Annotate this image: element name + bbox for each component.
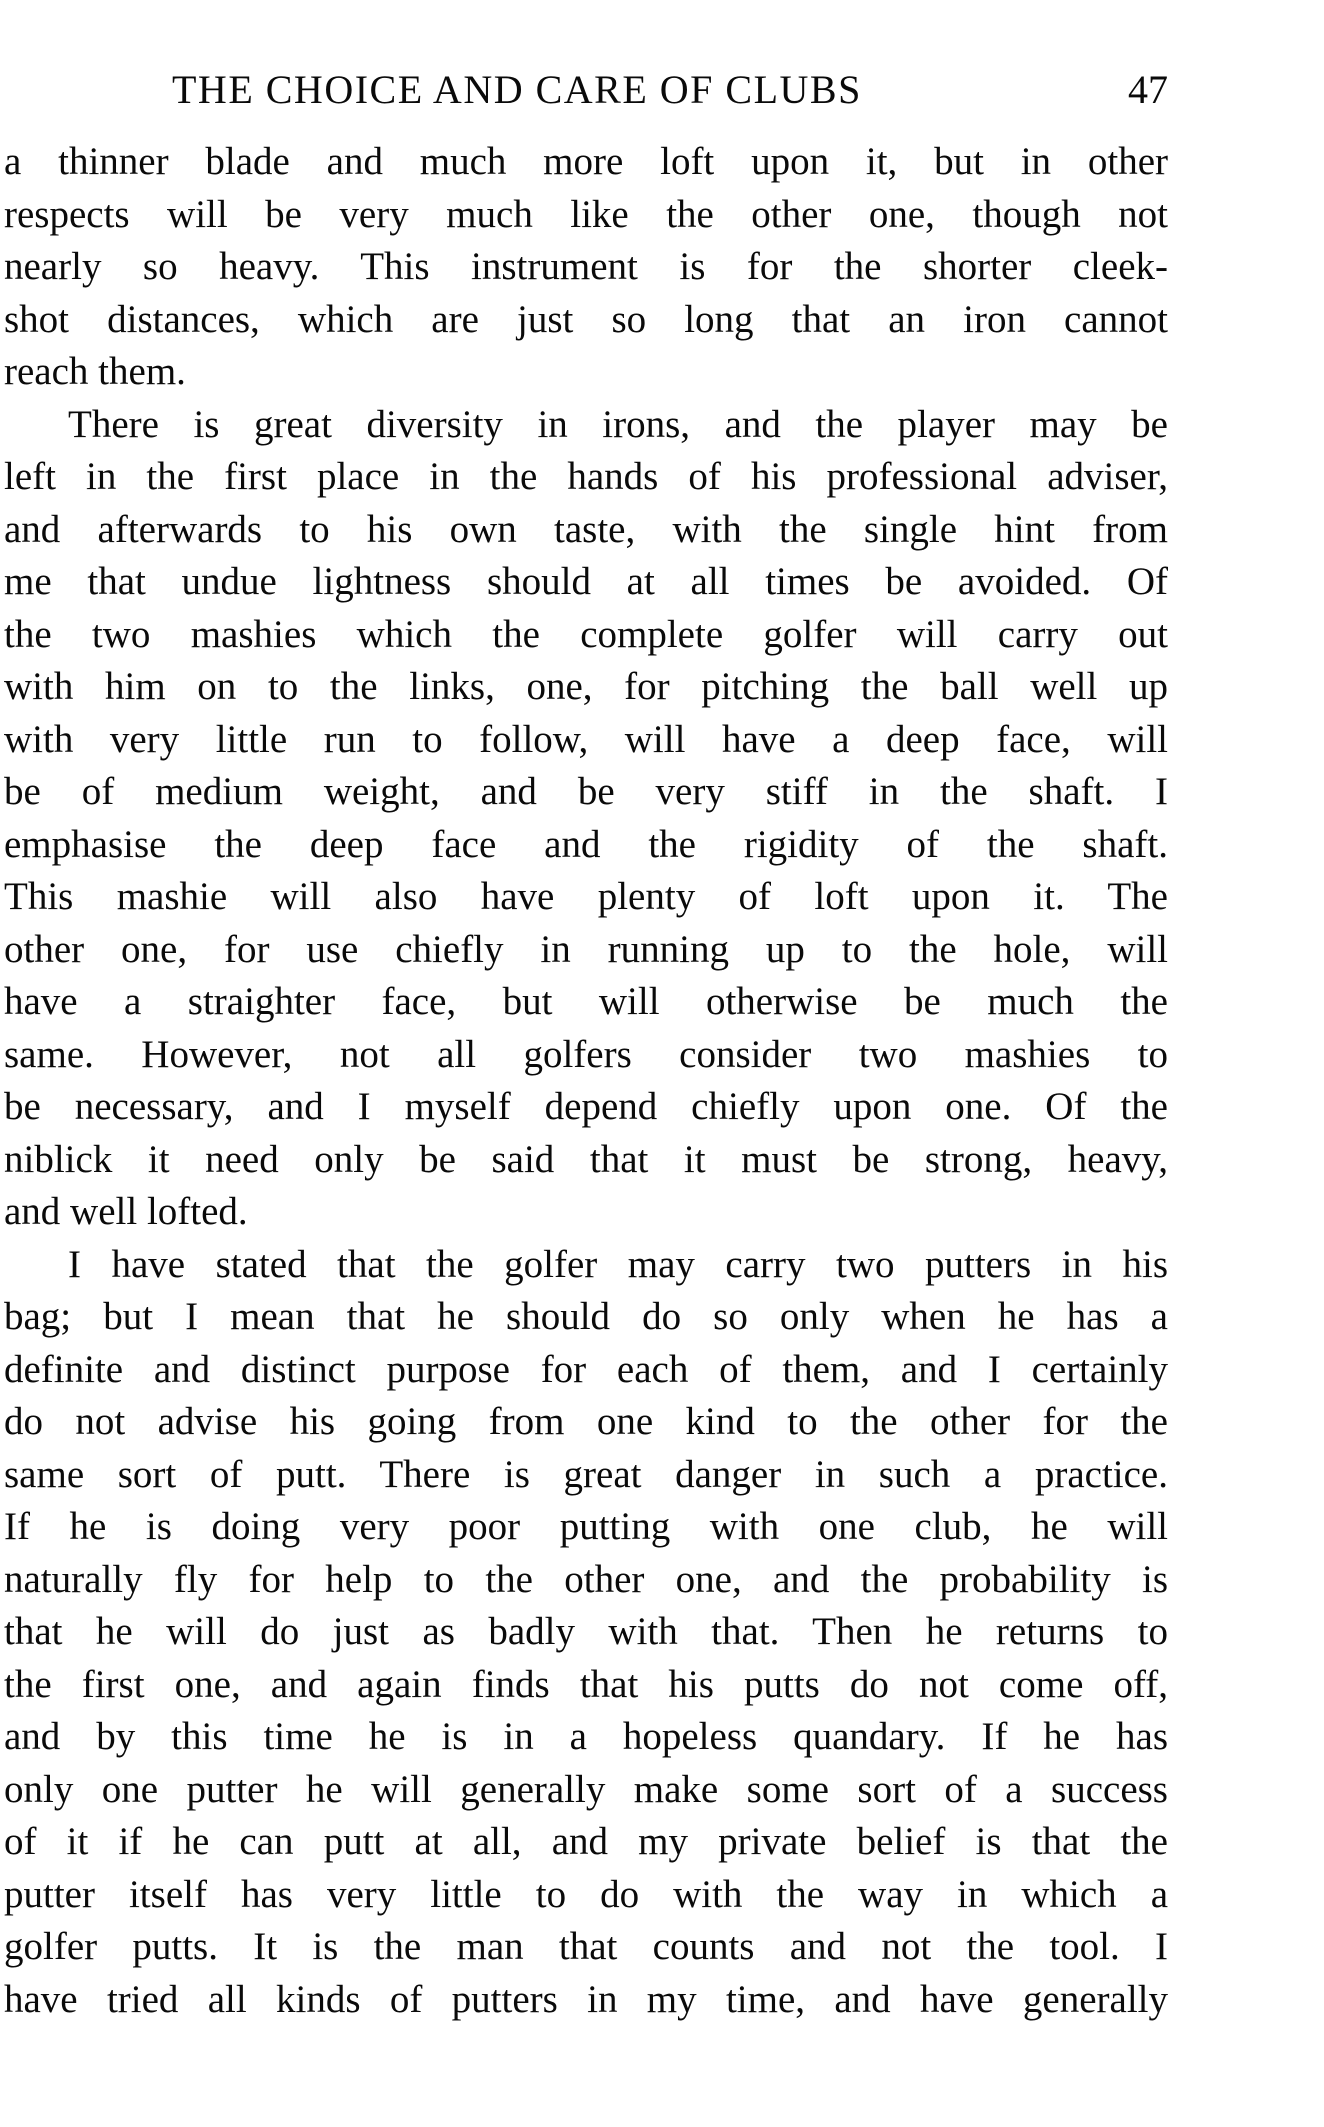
text-line: respects will be very much like the other one, though not (4, 192, 1168, 236)
text-line: nearly so heavy. This instrument is for the shorter cleek- (4, 245, 1168, 288)
text-line: other one, for use chiefly in running up to the hole, will (4, 927, 1168, 971)
paragraph-3 (4, 1239, 1168, 2027)
text-line: and well lofted. (4, 1190, 248, 1233)
paragraph-1 (4, 136, 1168, 399)
text-line: be necessary, and I myself depend chiefly upon one. Of the (4, 1085, 1168, 1128)
text-line: This mashie will also have plenty of loft upon it. The (4, 875, 1168, 918)
text-line: and by this time he is in a hopeless quandary. If he has (4, 1715, 1168, 1758)
text-line: and afterwards to his own taste, with the single hint from (4, 507, 1168, 551)
text-line: golfer putts. It is the man that counts and not the tool. I (4, 1925, 1168, 1968)
text-line: with very little run to follow, will have a deep face, will (4, 717, 1168, 761)
text-line: putter itself has very little to do with the way in which a (4, 1872, 1168, 1916)
text-line: do not advise his going from one kind to the other for the (4, 1400, 1168, 1443)
text-line: me that undue lightness should at all times be avoided. Of (4, 560, 1168, 603)
text-line: only one putter he will generally make some sort of a success (4, 1767, 1168, 1811)
text-line: same sort of putt. There is great danger in such a practice. (4, 1452, 1168, 1496)
text-line: have tried all kinds of putters in my time, and have generally (4, 1977, 1168, 2021)
text-line: reach them. (4, 350, 186, 393)
text-line: that he will do just as badly with that. Then he returns to (4, 1610, 1168, 1653)
text-line: bag; but I mean that he should do so only when he has a (4, 1295, 1168, 1338)
running-head (0, 60, 1168, 120)
text-line: of it if he can putt at all, and my private belief is that the (4, 1820, 1168, 1863)
body-text (4, 136, 1168, 2026)
text-line: I have stated that the golfer may carry two putters in his (68, 1242, 1168, 1286)
text-line: be of medium weight, and be very stiff in the shaft. I (4, 770, 1168, 813)
running-title: THE CHOICE AND CARE OF CLUBS (172, 67, 862, 112)
text-line: If he is doing very poor putting with one club, he will (4, 1505, 1168, 1548)
text-line: have a straighter face, but will otherwise be much the (4, 980, 1168, 1023)
text-line: left in the first place in the hands of his professional adviser, (4, 455, 1168, 498)
text-line: with him on to the links, one, for pitching the ball well up (4, 665, 1168, 708)
text-line: shot distances, which are just so long that an iron cannot (4, 297, 1168, 341)
page-number: 47 (1128, 67, 1168, 112)
text-line: niblick it need only be said that it must be strong, heavy, (4, 1137, 1168, 1181)
text-line: the first one, and again finds that his putts do not come off, (4, 1662, 1168, 1706)
text-line: definite and distinct purpose for each of them, and I certainly (4, 1347, 1168, 1391)
text-line: the two mashies which the complete golfer will carry out (4, 612, 1168, 656)
text-line: naturally fly for help to the other one, and the probability is (4, 1557, 1168, 1601)
paragraph-2 (4, 399, 1168, 1239)
text-line: a thinner blade and much more loft upon it, but in other (4, 140, 1168, 183)
text-line: There is great diversity in irons, and the player may be (68, 402, 1168, 446)
text-line: emphasise the deep face and the rigidity of the shaft. (4, 822, 1168, 866)
text-line: same. However, not all golfers consider two mashies to (4, 1032, 1168, 1076)
